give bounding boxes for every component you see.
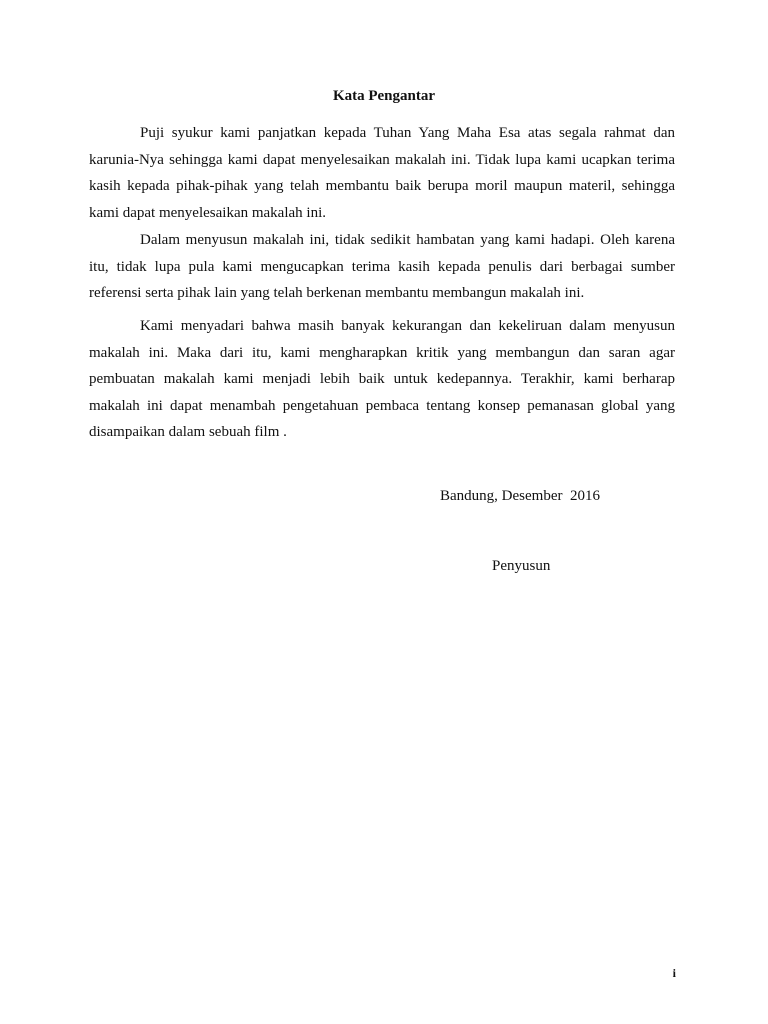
document-title: Kata Pengantar [332,88,436,104]
paragraph-2: Dalam menyusun makalah ini, tidak sedikit hambatan yang kami hadapi. Oleh karena itu, tidak lupa pula kami mengucapkan terima kasih kepada penulis dari berbagai sumber referensi serta pihak lain yang telah berkenan membantu membangun makalah ini. [89,232,675,301]
paragraph-3: Kami menyadari bahwa masih banyak kekurangan dan kekeliruan dalam menyusun makalah ini. Maka dari itu, kami mengharapkan kritik yang membangun dan saran agar pembuatan makalah kami menjadi lebih baik untuk kedepannya. Terakhir, kami berharap makalah ini dapat menambah pengetahuan pembaca tentang konsep pemanasan global yang disampaikan dalam sebuah film . [89,318,675,440]
closing-signer: Penyusun [492,558,551,574]
closing-place-date: Bandung, Desember 2016 [440,488,600,504]
page-number: i [672,966,676,980]
paragraph-1: Puji syukur kami panjatkan kepada Tuhan Yang Maha Esa atas segala rahmat dan karunia-Nya sehingga kami dapat menyelesaikan makalah ini. Tidak lupa kami ucapkan terima kasih kepada pihak-pihak yang telah membantu baik berupa moril maupun materil, sehingga kami dapat menyelesaikan makalah ini. [89,125,675,221]
